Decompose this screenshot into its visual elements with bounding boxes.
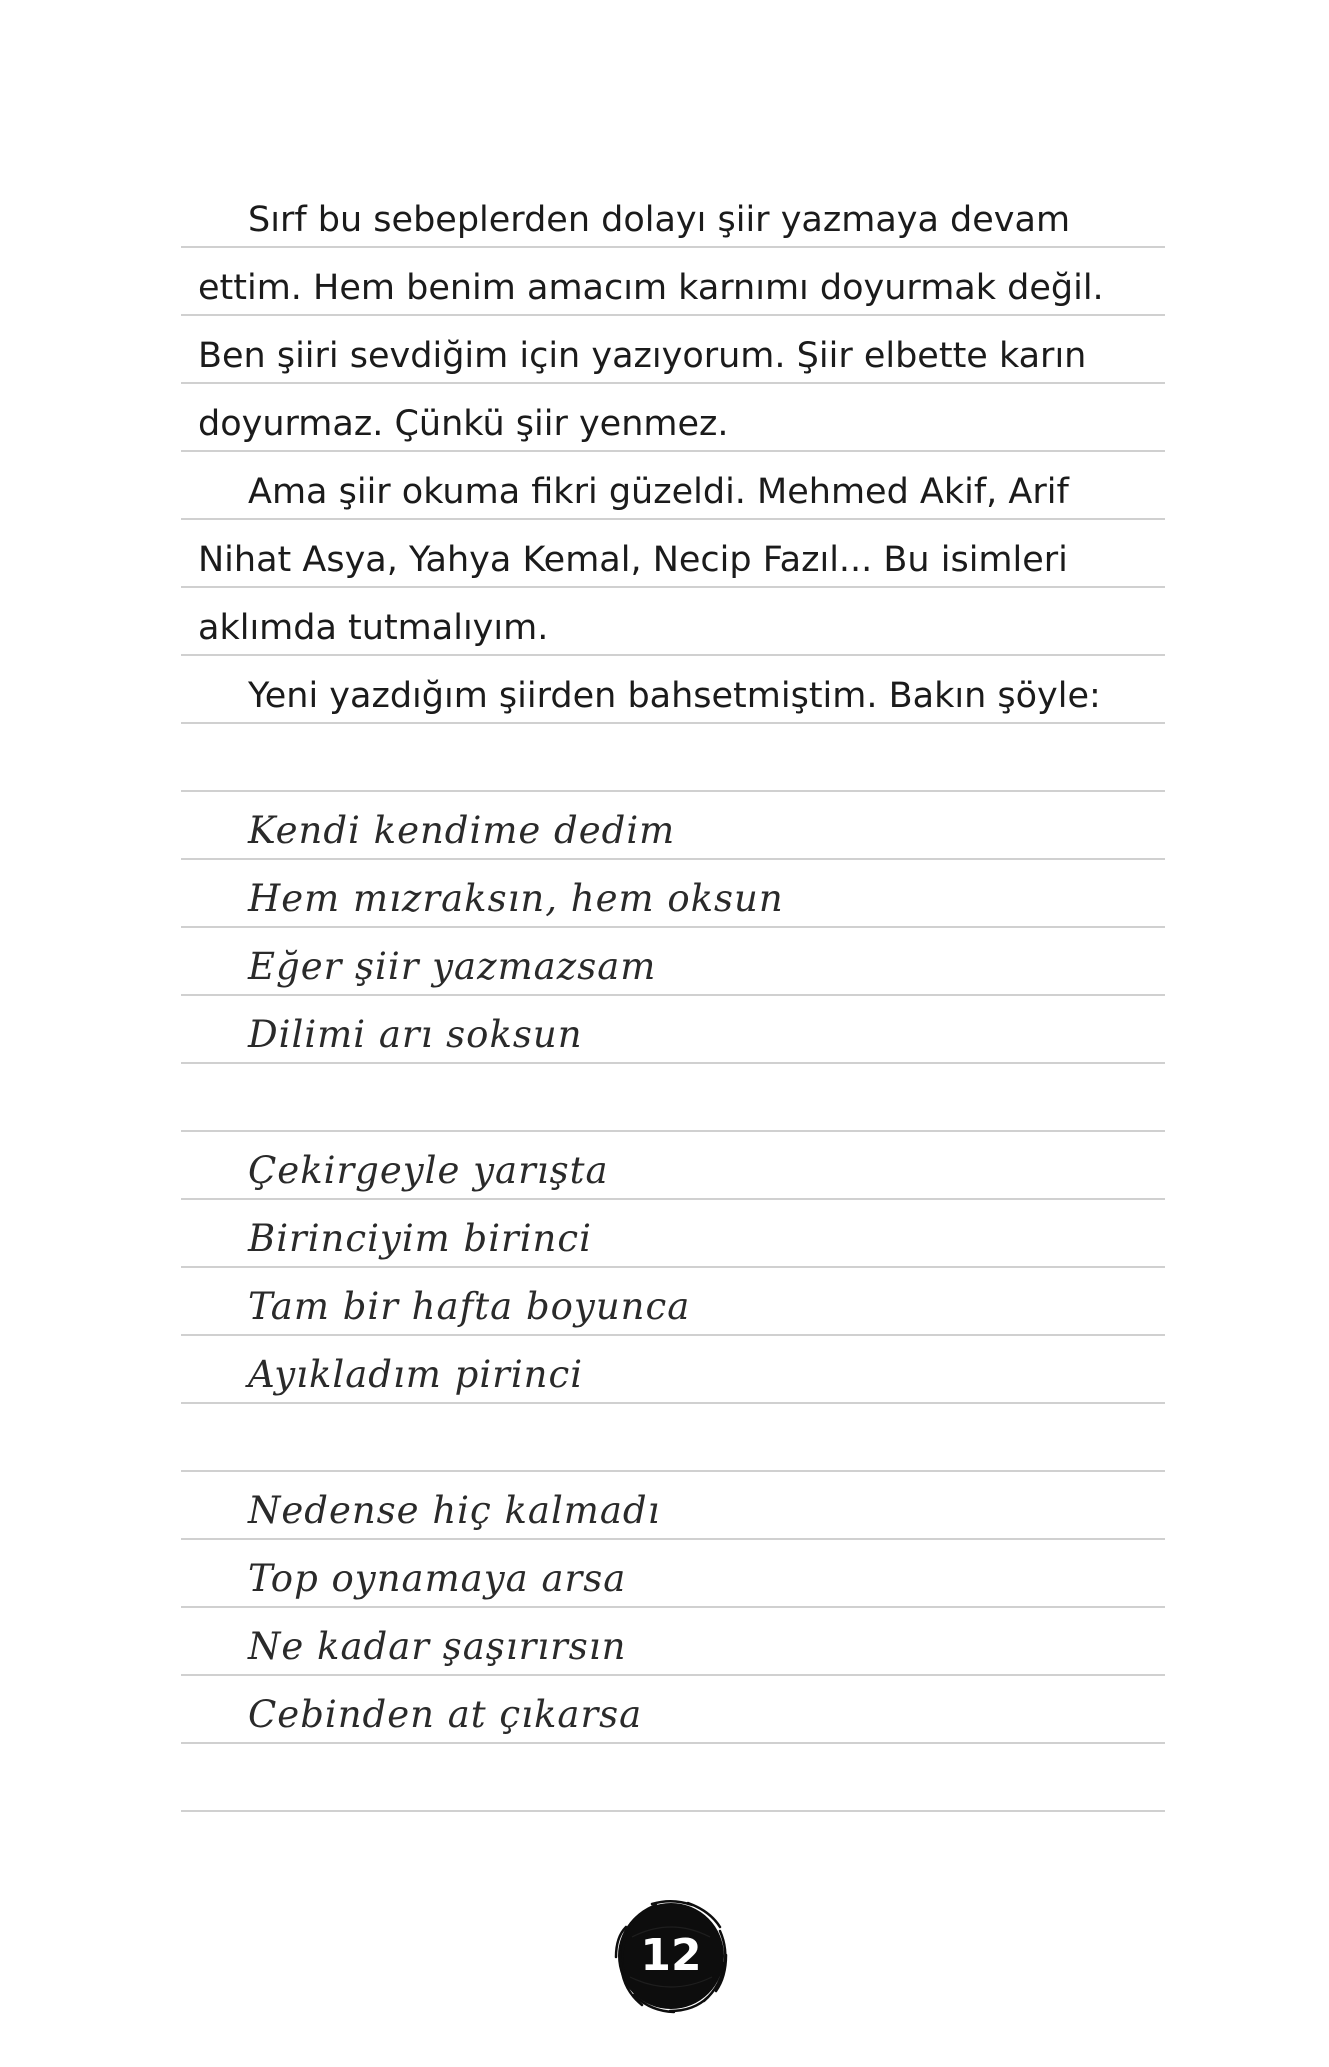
poem-line: Nedense hiç kalmadı — [248, 1489, 661, 1532]
ruled-line — [181, 1540, 1165, 1608]
ruled-line — [181, 1132, 1165, 1200]
ruled-line — [181, 452, 1165, 520]
page-number: 12 — [640, 1930, 702, 1981]
poem-line: Eğer şiir yazmazsam — [248, 945, 657, 988]
poem-line: Çekirgeyle yarışta — [248, 1149, 609, 1192]
prose-line: aklımda tutmalıyım. — [198, 608, 549, 648]
poem-line: Hem mızraksın, hem oksun — [248, 877, 784, 920]
ruled-line — [181, 1336, 1165, 1404]
ruled-line — [181, 860, 1165, 928]
poem-line: Birinciyim birinci — [248, 1217, 592, 1260]
prose-line: Ama şiir okuma fikri güzeldi. Mehmed Akif, Arif — [248, 472, 1069, 512]
ruled-line — [181, 792, 1165, 860]
ruled-line — [181, 1200, 1165, 1268]
ruled-line — [181, 1608, 1165, 1676]
poem-line: Dilimi arı soksun — [248, 1013, 583, 1056]
ruled-line — [181, 928, 1165, 996]
prose-line: Ben şiiri sevdiğim için yazıyorum. Şiir elbette karın — [198, 336, 1087, 376]
ruled-line — [181, 384, 1165, 452]
prose-line: Sırf bu sebeplerden dolayı şiir yazmaya devam — [248, 200, 1071, 240]
prose-line: Yeni yazdığım şiirden bahsetmiştim. Bakın şöyle: — [248, 676, 1101, 716]
page-number-badge — [612, 1897, 730, 2015]
ruled-line-blank — [181, 1404, 1165, 1472]
poem-line: Cebinden at çıkarsa — [248, 1693, 643, 1736]
ruled-line — [181, 1268, 1165, 1336]
poem-line: Ne kadar şaşırırsın — [248, 1625, 627, 1668]
prose-line: Nihat Asya, Yahya Kemal, Necip Fazıl... Bu isimleri — [198, 540, 1068, 580]
ruled-line — [181, 1676, 1165, 1744]
poem-line: Tam bir hafta boyunca — [248, 1285, 691, 1328]
poem-line: Kendi kendime dedim — [248, 809, 676, 852]
prose-line: doyurmaz. Çünkü şiir yenmez. — [198, 404, 729, 444]
ruled-line-blank — [181, 724, 1165, 792]
ruled-line — [181, 316, 1165, 384]
poem-line: Ayıkladım pirinci — [248, 1353, 584, 1396]
ruled-line — [181, 520, 1165, 588]
ruled-line — [181, 180, 1165, 248]
ruled-line — [181, 656, 1165, 724]
ruled-line — [181, 588, 1165, 656]
ruled-line-blank — [181, 1744, 1165, 1812]
ruled-line-blank — [181, 1064, 1165, 1132]
poem-line: Top oynamaya arsa — [248, 1557, 627, 1600]
ruled-line — [181, 996, 1165, 1064]
ruled-line — [181, 248, 1165, 316]
prose-line: ettim. Hem benim amacım karnımı doyurmak değil. — [198, 268, 1104, 308]
ruled-line — [181, 1472, 1165, 1540]
